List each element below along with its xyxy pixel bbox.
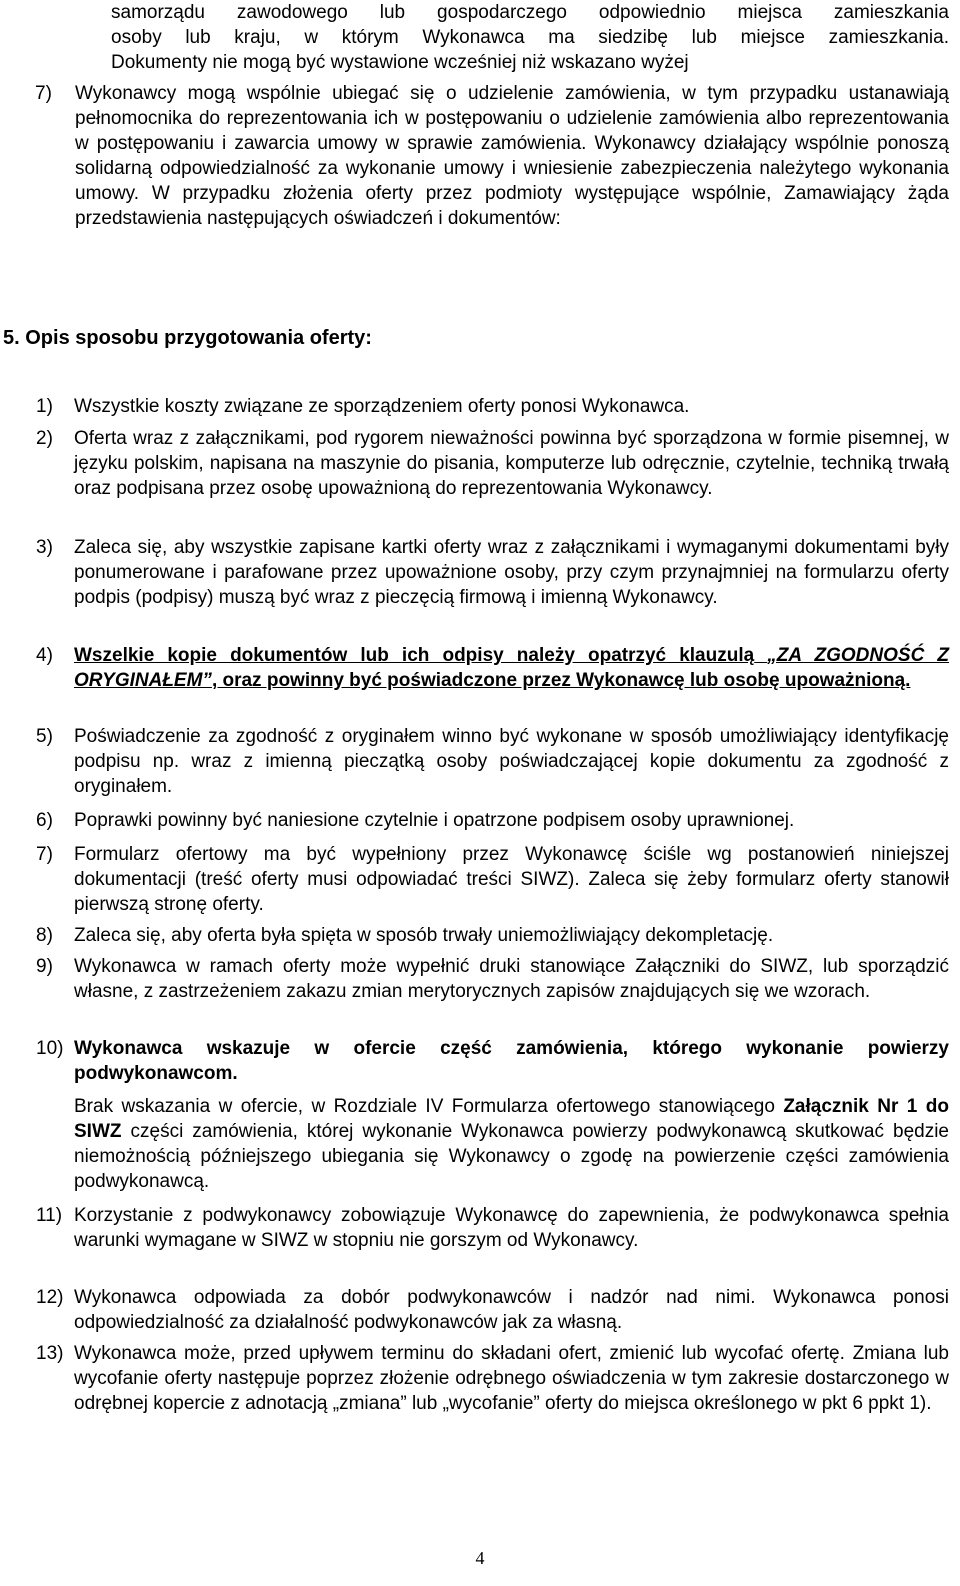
item-text [74,643,949,693]
list-item [35,81,949,231]
item-number: 2) [36,428,53,449]
text-line: samorządu zawodowego lub gospodarczego odpowiednio miejsca zamieszkania [111,2,949,23]
item-text: Poświadczenie za zgodność z oryginałem winno być wykonane w sposób umożliwiający identyfikację podpisu np. wraz z imienną pieczątką osoby poświadczającej kopie dokumentu za zgodność z oryginałem. [74,726,949,797]
item-number: 12) [36,1287,64,1308]
list-item [36,1036,949,1194]
item-number: 7) [35,83,52,104]
item-number: 1) [36,396,53,417]
list-item [36,643,949,693]
list-item [36,535,949,610]
item-number: 5) [36,726,53,747]
item-subparagraph [74,1094,949,1194]
item-text: Formularz ofertowy ma być wypełniony przez Wykonawcę ściśle wg postanowień niniejszej dokumentacji (treść oferty musi odpowiadać treści SIWZ). Zaleca się żeby formularz oferty stanowił pierwszą stronę oferty. [74,844,949,915]
list-item [36,923,949,948]
list-item [36,954,949,1004]
item-text-part: części zamówienia, której wykonanie Wykonawca powierzy podwykonawcą skutkować będzie niemożnością późniejszego ubiegania się Wykonawcy o zgodę na powierzenie części zamówienia podwykonawcą. [74,1121,949,1192]
item-text: Wykonawca w ramach oferty może wypełnić druki stanowiące Załączniki do SIWZ, lub sporządzić własne, z zastrzeżeniem zakazu zmian merytorycznych zapisów znajdujących się we wzorach. [74,956,949,1002]
item-number: 11) [36,1205,63,1226]
list-item [36,808,949,833]
list-item [36,394,949,419]
list-item [36,1285,949,1335]
item-text: Wszystkie koszty związane ze sporządzeniem oferty ponosi Wykonawca. [74,396,690,417]
item-text: Poprawki powinny być naniesione czytelnie i opatrzone podpisem osoby uprawnionej. [74,810,795,831]
page-number: 4 [475,1548,485,1568]
list-item [36,724,949,799]
item-number: 4) [36,645,53,666]
item-text-emphasis: Załącznik Nr 1 do SIWZ [74,1096,949,1142]
item-text-part: Wszelkie kopie dokumentów lub ich odpisy należy opatrzyć klauzulą [74,645,755,666]
list-item [36,426,949,501]
item-number: 6) [36,810,53,831]
item-number: 3) [36,537,53,558]
item-text-part: Brak wskazania w ofercie, w Rozdziale IV Formularza ofertowego stanowiącego [74,1096,784,1117]
list-item [36,1341,949,1416]
item-text-emphasis: „ZA ZGODNOŚĆ Z ORYGINAŁEM” [74,645,949,691]
list-item [36,842,949,917]
item-text: Oferta wraz z załącznikami, pod rygorem nieważności powinna być sporządzona w formie pisemnej, w języku polskim, napisana na maszynie do pisania, komputerze lub odręcznie, czytelnie, techniką trwałą oraz podpisana przez osobę upoważnioną do reprezentowania Wykonawcy. [74,428,949,499]
item-text: Wykonawcy mogą wspólnie ubiegać się o udzielenie zamówienia, w tym przypadku ustanawiają pełnomocnika do reprezentowania ich w postępowaniu o udzielenie zamówienia albo reprezentowania w postępowaniu i zawarcia umowy w sprawie zamówienia. Wykonawcy działający wspólnie ponoszą solidarną odpowiedzialność za wykonanie umowy i wniesienie zabezpieczenia należytego wykonania umowy. W przypadku złożenia oferty przez podmioty występujące wspólnie, Zamawiający żąda przedstawienia następujących oświadczeń i dokumentów: [75,83,949,229]
item-text: Zaleca się, aby wszystkie zapisane kartki oferty wraz z załącznikami i wymaganymi dokumentami były ponumerowane i parafowane przez upoważnione osoby, przy czym przynajmniej na formularzu oferty podpis (podpisy) muszą być wraz z pieczęcią firmową i imienną Wykonawcy. [74,537,949,608]
item-number: 8) [36,925,53,946]
item-number: 9) [36,956,53,977]
section-heading: 5. Opis sposobu przygotowania oferty: [3,327,372,349]
item-number: 7) [36,844,53,865]
item-text: Wykonawca może, przed upływem terminu do składani ofert, zmienić lub wycofać ofertę. Zmiana lub wycofanie oferty następuje poprzez złożenie odrębnego oświadczenia w tym zakresie dostarczonego w odrębnej kopercie z adnotacją „zmiana” lub „wycofanie” oferty do miejsca określonego w pkt 6 ppkt 1). [74,1343,949,1414]
item-text: Zaleca się, aby oferta była spięta w sposób trwały uniemożliwiający dekompletację. [74,925,774,946]
item-text: Wykonawca wskazuje w ofercie część zamówienia, którego wykonanie powierzy podwykonawcom. [74,1038,949,1084]
paragraph-continuation [111,0,949,75]
item-number: 10) [36,1038,64,1059]
item-number: 13) [36,1343,64,1364]
text-line: Dokumenty nie mogą być wystawione wcześniej niż wskazano wyżej [111,52,689,73]
item-text: Korzystanie z podwykonawcy zobowiązuje Wykonawcę do zapewnienia, że podwykonawca spełnia warunki wymagane w SIWZ w stopniu nie gorszym od Wykonawcy. [74,1205,949,1251]
text-line: osoby lub kraju, w którym Wykonawca ma siedzibę lub miejsce zamieszkania. [111,27,949,48]
item-text: Wykonawca odpowiada za dobór podwykonawców i nadzór nad nimi. Wykonawca ponosi odpowiedzialność za działalność podwykonawców jak za własną. [74,1287,949,1333]
list-item [36,1203,949,1253]
item-text-part: , oraz powinny być poświadczone przez Wykonawcę lub osobę upoważnioną. [211,670,911,691]
